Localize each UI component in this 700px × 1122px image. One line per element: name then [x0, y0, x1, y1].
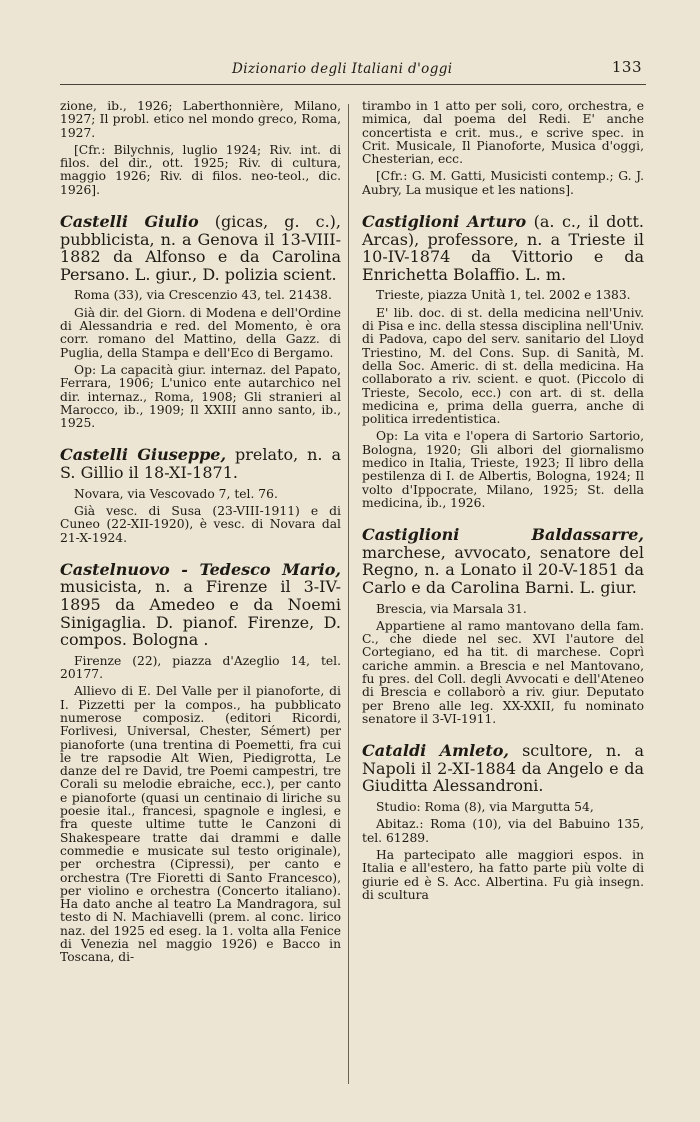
running-title: Dizionario degli Italiani d'oggi: [232, 61, 453, 77]
entry-heading-castelli-giulio: [60, 213, 341, 283]
biography: Ha partecipato alle maggiori espos. in Italia e all'estero, ha fatto parte più volte di giurie ed è S. Acc. Albertina. Fu già insegn. di scultura: [362, 847, 644, 902]
bibliography-note: [Cfr.: Bilychnis, luglio 1924; Riv. int. di filos. del dir., ott. 1925; Riv. di cultura, maggio 1926; Riv. di filos. neo-teol., dic. 1926].: [60, 142, 341, 197]
entry-heading-castiglioni-arturo: [362, 213, 644, 283]
entry-heading-castiglioni-baldassarre: [362, 526, 644, 596]
home-address: Abitaz.: Roma (10), via del Babuino 135, tel. 61289.: [362, 817, 644, 845]
headword: Castelnuovo - Tedesco Mario,: [60, 559, 341, 579]
page-number: 133: [611, 58, 642, 76]
entry-description: (a. c., il dott. Arcas), professore, n. a Trieste il 10-IV-1874 da Vittorio e da Enrichetta Bolaffio. L. m.: [362, 212, 645, 284]
entry-heading-cataldi-amleto: [362, 742, 644, 795]
left-column: [60, 100, 341, 969]
biography: Già dir. del Giorn. di Modena e dell'Ordine di Alessandria e red. del Momento, è ora corr. romano del Mattino, della Gazz. di Puglia, della Stampa e dell'Eco di Bergamo.: [60, 305, 341, 360]
works-list: Op: La capacità giur. internaz. del Papato, Ferrara, 1906; L'unico ente autarchico nel dir. internaz., Roma, 1908; Gli stranieri al Marocco, ib., 1909; Il XXIII anno santo, ib., 1925.: [60, 362, 341, 431]
entry-description: scultore, n. a Napoli il 2-XI-1884 da Angelo e da Giuditta Alessandroni.: [362, 741, 644, 796]
headword: Castelli Giuseppe,: [60, 445, 227, 465]
address: Novara, via Vescovado 7, tel. 76.: [74, 486, 278, 501]
running-header: [60, 56, 646, 85]
biography: Già vesc. di Susa (23-VIII-1911) e di Cuneo (22-XII-1920), è vesc. di Novara dal 21-X-1924.: [60, 503, 341, 545]
headword: Castelli Giulio: [60, 212, 199, 232]
biography: Appartiene al ramo mantovano della fam. C., che diede nel sec. XVI l'autore del Cortegiano, ed ha tit. di marchese. Coprì cariche ammin. a Brescia e nel Mantovano, fu pres. del Coll. degli Avvocati e dell'Ateneo di Brescia e collaborò a riv. giur. Deputato per Breno alle leg. XX-XXII, fu nominato senatore il 3-VI-1911.: [362, 618, 644, 726]
address: Firenze (22), piazza d'Azeglio 14, tel. 20177.: [60, 653, 341, 682]
headword: Castiglioni Baldassarre,: [362, 525, 644, 545]
biography: Allievo di E. Del Valle per il pianoforte, di I. Pizzetti per la compos., ha pubblicato numerose composiz. (editori Ricordi, Forlivesi, Universal, Chester, Sémert) per pianoforte (una trentina di Poemetti, fra cui le tre rapsodie Alt Wien, Piedigrotta, Le danze del re David, tre Poemi campestri, tre Corali su melodie ebraiche, ecc.), per canto e pianoforte (quasi un centinaio di liriche su poesie ital., francesi, spagnole e inglesi, e fra queste ultime tutte le Canzoni di Shakespeare tratte dai drammi e dalle commedie e musicate sul testo originale), per orchestra (Cipressi), per canto e orchestra (Tre Fioretti di Santo Francesco), per violino e orchestra (Concerto italiano). Ha dato anche al teatro La Mandragora, sul testo di N. Machiavelli (prem. al conc. lirico naz. del 1925 ed eseg. la 1. volta alla Fenice di Venezia nel maggio 1926) e Bacco in Toscana, di-: [60, 684, 341, 965]
entry-heading-castelnuovo-tedesco: [60, 561, 341, 649]
entry-description: (gicas, g. c.), pubblicista, n. a Genova il 13-VIII-1882 da Alfonso e da Carolina Persano. L. giur., D. polizia scient.: [60, 212, 342, 284]
right-column: [362, 100, 644, 906]
works-list: Op: La vita e l'opera di Sartorio Sartorio, Bologna, 1920; Gli albori del giornalismo medico in Italia, Trieste, 1923; Il libro della pestilenza di I. de Albertis, Bologna, 1924; Il volto d'Ippocrate, Milano, 1925; St. della medicina, ib., 1926.: [362, 429, 644, 510]
paragraph: zione, ib., 1926; Laberthonnière, Milano, 1927; Il probl. etico nel mondo greco, Roma, 1927.: [60, 99, 341, 140]
address: Roma (33), via Crescenzio 43, tel. 21438.: [74, 288, 332, 303]
entry-description: prelato, n. a S. Gillio il 18-XI-1871.: [60, 445, 341, 483]
headword: Cataldi Amleto,: [362, 741, 509, 761]
bibliography-note: [Cfr.: G. M. Gatti, Musicisti contemp.; G. J. Aubry, La musique et les nations].: [362, 169, 644, 197]
biography: E' lib. doc. di st. della medicina nell'Univ. di Pisa e inc. della stessa disciplina nell'Univ. di Padova, capo del serv. sanitario del Lloyd Triestino, M. del Cons. Sup. di Sanità, M. della Soc. Americ. di st. della medicina. Ha collaborato a riv. scient. e quot. (Piccolo di Trieste, Secolo, ecc.) con art. di st. della medicina e, prima della guerra, anche di politica irredentistica.: [362, 305, 644, 427]
column-divider: [348, 104, 349, 1084]
headword: Castiglioni Arturo: [362, 212, 527, 232]
address: Brescia, via Marsala 31.: [376, 601, 527, 616]
address: Trieste, piazza Unità 1, tel. 2002 e 1383.: [376, 288, 631, 303]
studio-address: Studio: Roma (8), via Margutta 54,: [376, 800, 594, 815]
paragraph: tirambo in 1 atto per soli, coro, orchestra, e mimica, dal poema del Redi. E' anche concertista e crit. mus., e scrive spec. in Crit. Musicale, Il Pianoforte, Musica d'oggi, Chesterian, ecc.: [362, 99, 644, 167]
entry-heading-castelli-giuseppe: [60, 446, 341, 481]
entry-description: musicista, n. a Firenze il 3-IV-1895 da Amedeo e da Noemi Sinigaglia. D. pianof. Firenze, D. compos. Bologna .: [60, 577, 341, 650]
entry-description: marchese, avvocato, senatore del Regno, n. a Lonato il 20-V-1851 da Carlo e da Carolina Barni. L. giur.: [362, 542, 644, 597]
